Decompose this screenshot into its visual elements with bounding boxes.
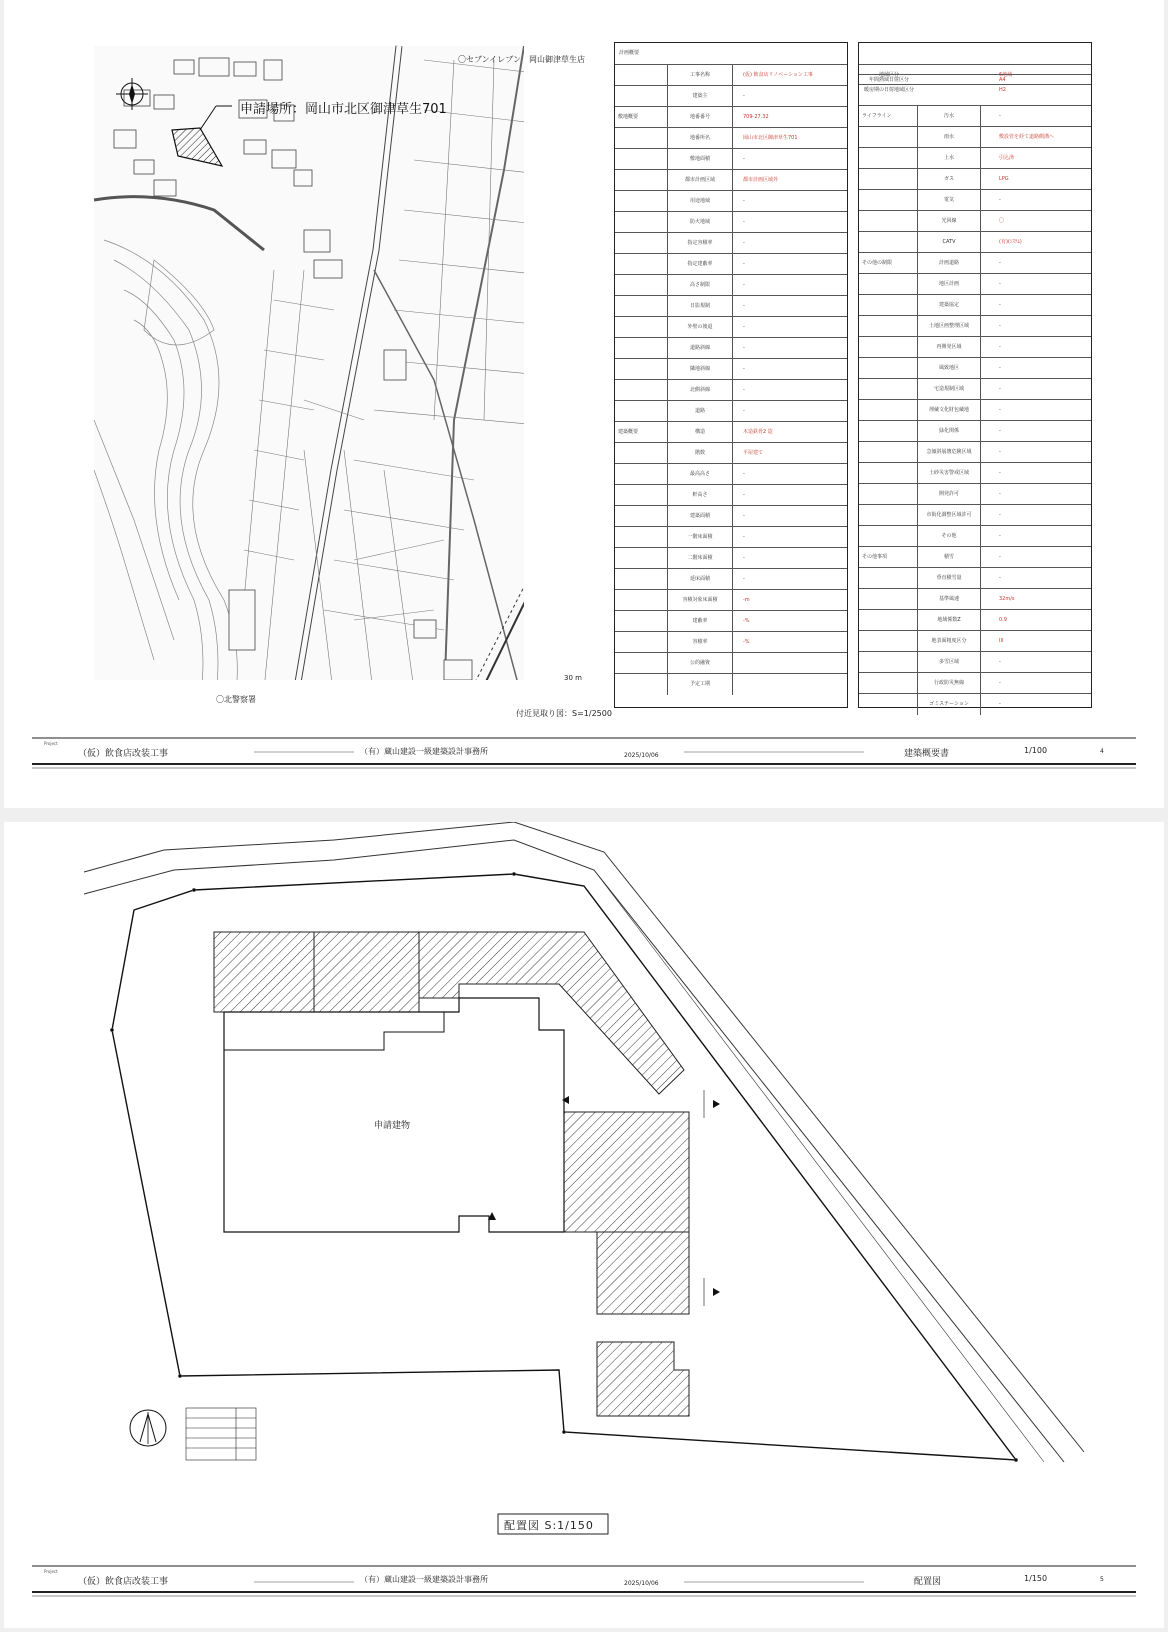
landmark-bottom: 〇北警察署 xyxy=(216,695,256,704)
row-section xyxy=(618,611,666,632)
row-label: 敷地面積 xyxy=(667,149,733,170)
site-callout: 申請場所：岡山市北区御津草生701 xyxy=(240,102,447,117)
tb-scale-2: 1/150 xyxy=(1024,1574,1048,1583)
row-value: - xyxy=(999,302,1001,308)
row-label: CATV xyxy=(917,232,981,253)
row-label: 多雪区域 xyxy=(917,652,981,673)
row-value: 0.9 xyxy=(999,617,1007,623)
table-row xyxy=(615,295,847,317)
row-label: 地表面粗度区分 xyxy=(917,631,981,652)
table-title: 計画概要 xyxy=(619,50,640,56)
row-value: 岡山市北区御津草生701 xyxy=(743,135,798,141)
row-section xyxy=(618,338,666,359)
row-value: A4 xyxy=(999,77,1006,83)
tb-project-name-2: （仮）飲食店改装工事 xyxy=(78,1577,169,1587)
row-value: 引込済 xyxy=(999,155,1015,161)
row-section xyxy=(618,65,666,86)
row-value: - xyxy=(999,260,1001,266)
row-section xyxy=(862,652,916,673)
row-section xyxy=(862,505,916,526)
table-row xyxy=(859,609,1091,631)
row-label: 再開発区域 xyxy=(917,337,981,358)
row-value: - xyxy=(743,261,745,267)
row-section xyxy=(862,631,916,652)
row-label: 用途地域 xyxy=(667,191,733,212)
tb-date: 2025/10/06 xyxy=(624,752,659,759)
row-value: (仮) 飲食店リノベーション工事 xyxy=(743,72,813,78)
row-value: 平屋建て xyxy=(743,450,764,456)
row-section: 建築概要 xyxy=(618,429,639,435)
row-section xyxy=(862,190,916,211)
table-row xyxy=(615,337,847,359)
tb-project-name: （仮）飲食店改装工事 xyxy=(78,749,169,759)
row-section xyxy=(618,254,666,275)
row-label: 地域区分 xyxy=(878,72,899,78)
row-section xyxy=(862,484,916,505)
row-label: 基準風速 xyxy=(917,589,981,610)
row-label: 北側斜線 xyxy=(667,380,733,401)
row-value xyxy=(743,674,843,695)
tb-scale: 1/100 xyxy=(1024,746,1048,755)
row-value: 32m/s xyxy=(999,596,1015,602)
row-section xyxy=(618,569,666,590)
table-row xyxy=(859,546,1091,568)
row-label: 隣地斜線 xyxy=(667,359,733,380)
tb-drawing-title: 建築概要書 xyxy=(904,749,950,759)
row-value: - xyxy=(999,365,1001,371)
table-row xyxy=(615,526,847,548)
row-label: 防火地域 xyxy=(667,212,733,233)
row-value: - xyxy=(743,198,745,204)
row-label: 宅造規制区域 xyxy=(917,379,981,400)
row-value: -% xyxy=(743,618,750,624)
row-label: 一階床面積 xyxy=(667,527,733,548)
row-section xyxy=(618,380,666,401)
row-value: - xyxy=(999,428,1001,434)
table-row xyxy=(859,441,1091,463)
row-label: ガス xyxy=(917,169,981,190)
table-row xyxy=(859,84,1091,95)
row-value: - xyxy=(999,575,1001,581)
table-row xyxy=(859,504,1091,526)
row-value: H2 xyxy=(999,87,1006,93)
row-label: 汚水 xyxy=(917,106,981,127)
table-row xyxy=(859,168,1091,190)
row-value: - xyxy=(999,281,1001,287)
row-value: - xyxy=(999,113,1001,119)
row-label: 高さ制限 xyxy=(667,275,733,296)
row-value: - xyxy=(743,387,745,393)
tb-office: （有）蔵山建設一級建築設計事務所 xyxy=(360,747,488,756)
row-value: -m xyxy=(743,597,750,603)
table-row xyxy=(615,379,847,401)
row-section xyxy=(618,674,666,695)
row-section xyxy=(618,212,666,233)
row-section: その他事項 xyxy=(862,554,888,560)
table-row xyxy=(615,274,847,296)
site-conditions-table xyxy=(858,42,1092,708)
map-caption: 付近見取り図：S=1/2500 xyxy=(516,709,612,718)
row-label: 延床面積 xyxy=(667,569,733,590)
table-row xyxy=(615,127,847,149)
row-section xyxy=(618,464,666,485)
row-section xyxy=(862,274,916,295)
row-section xyxy=(862,589,916,610)
dimension-arrow-icon xyxy=(713,1100,720,1108)
building-label: 申請建物 xyxy=(374,1121,411,1131)
row-label: 雨水 xyxy=(917,127,981,148)
row-section xyxy=(618,359,666,380)
row-value: - xyxy=(999,680,1001,686)
row-label: 公的融資 xyxy=(667,653,733,674)
row-value: - xyxy=(743,513,745,519)
row-label: 積雪 xyxy=(917,547,981,568)
row-label: 行政防災無線 xyxy=(917,673,981,694)
planning-summary-table xyxy=(614,42,848,708)
applicant-building xyxy=(224,998,564,1232)
row-label: 構造 xyxy=(667,422,733,443)
table-row xyxy=(615,610,847,632)
row-value: - xyxy=(999,386,1001,392)
row-label: 年間熱域日射区分 xyxy=(868,77,909,83)
table-row xyxy=(615,652,847,674)
row-value: -% xyxy=(743,639,750,645)
tb-project-caption-2: Project xyxy=(44,1569,58,1574)
row-label: 計画道路 xyxy=(917,253,981,274)
row-label: 上水 xyxy=(917,148,981,169)
row-value: III xyxy=(999,638,1004,644)
row-value: - xyxy=(743,282,745,288)
row-section xyxy=(618,191,666,212)
table-row xyxy=(615,232,847,254)
table-row xyxy=(859,420,1091,442)
row-section xyxy=(618,632,666,653)
row-section xyxy=(618,149,666,170)
row-value: - xyxy=(999,323,1001,329)
row-section xyxy=(862,673,916,694)
row-value: 709-27.32 xyxy=(743,114,769,120)
row-label: 暖房期の日射地域区分 xyxy=(863,87,914,93)
row-section xyxy=(862,232,916,253)
row-section xyxy=(862,421,916,442)
row-label: ゴミステーション xyxy=(917,694,981,715)
row-section xyxy=(618,317,666,338)
table-row xyxy=(859,126,1091,148)
row-label: 電気 xyxy=(917,190,981,211)
table-row xyxy=(859,672,1091,694)
dimension-arrow-icon-2 xyxy=(713,1288,720,1296)
area-table xyxy=(186,1408,256,1460)
row-section xyxy=(862,316,916,337)
row-section xyxy=(618,548,666,569)
row-label: 市街化調整区域許可 xyxy=(917,505,981,526)
table-row xyxy=(615,442,847,464)
row-section xyxy=(862,169,916,190)
row-section xyxy=(862,379,916,400)
row-section xyxy=(862,148,916,169)
row-label: 道路斜線 xyxy=(667,338,733,359)
row-value: - xyxy=(999,197,1001,203)
row-label: 風致地区 xyxy=(917,358,981,379)
row-section xyxy=(618,86,666,107)
table-row xyxy=(615,253,847,275)
table-row xyxy=(615,505,847,527)
plan-caption: 配置図 S:1/150 xyxy=(504,1519,594,1532)
table-row xyxy=(615,316,847,338)
row-label: 外壁の後退 xyxy=(667,317,733,338)
table-row xyxy=(859,336,1091,358)
row-section xyxy=(862,295,916,316)
row-label: 急傾斜崩壊危険区域 xyxy=(917,442,981,463)
row-label: 地域係数Z xyxy=(917,610,981,631)
row-label: 地区計画 xyxy=(917,274,981,295)
tb-drawing-title-2: 配置図 xyxy=(914,1577,942,1587)
row-section xyxy=(618,170,666,191)
row-section xyxy=(618,275,666,296)
row-value: 都市計画区域外 xyxy=(743,177,779,183)
row-label: 建築主 xyxy=(667,86,733,107)
row-value: - xyxy=(999,470,1001,476)
row-label: 予定工期 xyxy=(667,674,733,695)
row-value: 敷設管を経て道路側溝へ xyxy=(999,134,1055,140)
row-section xyxy=(618,128,666,149)
table-row xyxy=(615,211,847,233)
table-row xyxy=(859,231,1091,253)
table-row xyxy=(859,525,1091,547)
table-row xyxy=(859,147,1091,169)
row-value: LPG xyxy=(999,176,1009,182)
row-value: - xyxy=(743,471,745,477)
table-row xyxy=(615,106,847,128)
table-row xyxy=(859,588,1091,610)
row-value xyxy=(743,653,843,674)
row-label: 土地区画整理区域 xyxy=(917,316,981,337)
row-section xyxy=(862,127,916,148)
row-label: 道路 xyxy=(667,401,733,422)
table-row xyxy=(615,631,847,653)
table-row xyxy=(859,357,1091,379)
row-section xyxy=(618,653,666,674)
table-row xyxy=(859,273,1091,295)
tb-office-2: （有）蔵山建設一級建築設計事務所 xyxy=(360,1575,488,1584)
table-row xyxy=(859,189,1091,211)
row-value: - xyxy=(999,659,1001,665)
row-section xyxy=(862,337,916,358)
row-value: - xyxy=(743,492,745,498)
row-section: その他の制限 xyxy=(862,260,893,266)
row-value: - xyxy=(743,240,745,246)
tb-sheet-no-2: 5 xyxy=(1100,1576,1104,1583)
row-value: - xyxy=(999,533,1001,539)
sheet-building-summary xyxy=(4,0,1164,808)
table-row xyxy=(859,378,1091,400)
row-value: - xyxy=(999,701,1001,707)
table-row xyxy=(859,315,1091,337)
row-value: - xyxy=(743,303,745,309)
tb-project-caption: Project xyxy=(44,741,58,746)
tb-date-2: 2025/10/06 xyxy=(624,1580,659,1587)
table-row xyxy=(859,462,1091,484)
table-row xyxy=(859,651,1091,673)
row-section xyxy=(862,358,916,379)
row-section xyxy=(862,400,916,421)
row-section xyxy=(618,443,666,464)
table-row xyxy=(615,568,847,590)
row-value: - xyxy=(999,407,1001,413)
table-row xyxy=(615,169,847,191)
row-value: - xyxy=(999,449,1001,455)
landmark-top: 〇セブンイレブン 岡山御津草生店 xyxy=(458,55,585,64)
row-label: 建築協定 xyxy=(917,295,981,316)
row-value: - xyxy=(743,366,745,372)
row-value: - xyxy=(743,219,745,225)
row-label: 土砂災害警戒区域 xyxy=(917,463,981,484)
row-value: - xyxy=(743,555,745,561)
row-label: 埋蔵文化財包蔵地 xyxy=(917,400,981,421)
row-label: 建蔽率 xyxy=(667,611,733,632)
table-row xyxy=(615,421,847,443)
row-label: 地番所名 xyxy=(667,128,733,149)
sheet-site-plan xyxy=(4,822,1164,1628)
table-row xyxy=(859,567,1091,589)
table-row xyxy=(615,400,847,422)
row-value: - xyxy=(999,554,1001,560)
table-row xyxy=(615,484,847,506)
row-label: 都市計画区域 xyxy=(667,170,733,191)
table-row xyxy=(859,210,1091,232)
row-value: - xyxy=(743,408,745,414)
row-section xyxy=(862,568,916,589)
table-row xyxy=(615,589,847,611)
row-label: 地番番号 xyxy=(667,107,733,128)
table-row xyxy=(859,294,1091,316)
row-label: 垂直積雪量 xyxy=(917,568,981,589)
row-label: 容積率 xyxy=(667,632,733,653)
table-row xyxy=(615,85,847,107)
row-value: - xyxy=(999,512,1001,518)
row-value: - xyxy=(999,344,1001,350)
table-row xyxy=(615,190,847,212)
row-label: その他 xyxy=(917,526,981,547)
row-label: 指定建蔽率 xyxy=(667,254,733,275)
row-label: 建築面積 xyxy=(667,506,733,527)
row-section xyxy=(618,506,666,527)
row-section xyxy=(862,694,916,715)
row-value: 〇 xyxy=(999,218,1005,224)
row-section xyxy=(862,442,916,463)
row-label: 軒高さ xyxy=(667,485,733,506)
row-label: 日影規制 xyxy=(667,296,733,317)
table-row xyxy=(615,64,847,86)
table-row xyxy=(615,358,847,380)
row-section xyxy=(862,211,916,232)
row-value: 6地域 xyxy=(999,72,1013,78)
row-section xyxy=(618,485,666,506)
north-arrow-icon xyxy=(130,1410,166,1446)
table-row xyxy=(615,547,847,569)
table-row xyxy=(859,630,1091,652)
row-value: (有)(ｼｽﾃﾑ) xyxy=(999,239,1022,245)
scale-bar-label: 30 m xyxy=(564,674,582,682)
row-label: 開発許可 xyxy=(917,484,981,505)
row-section: ライフライン xyxy=(862,113,892,119)
table-row xyxy=(615,148,847,170)
table-row xyxy=(859,252,1091,274)
row-section xyxy=(862,463,916,484)
row-section xyxy=(618,401,666,422)
table-row xyxy=(859,399,1091,421)
tb-sheet-no: 4 xyxy=(1100,748,1104,755)
row-value: - xyxy=(743,345,745,351)
site-plan xyxy=(4,822,1164,1628)
row-label: 工事名称 xyxy=(667,65,733,86)
row-label: 容積対象床面積 xyxy=(667,590,733,611)
row-label: 光回線 xyxy=(917,211,981,232)
row-value: - xyxy=(743,93,745,99)
row-label: 最高高さ xyxy=(667,464,733,485)
table-row xyxy=(859,105,1091,127)
row-value: - xyxy=(743,534,745,540)
table-row xyxy=(615,673,847,695)
row-section xyxy=(862,610,916,631)
row-label: 二階床面積 xyxy=(667,548,733,569)
row-section xyxy=(862,526,916,547)
row-section: 敷地概要 xyxy=(618,114,639,120)
row-section xyxy=(618,527,666,548)
row-section xyxy=(618,590,666,611)
row-label: 階数 xyxy=(667,443,733,464)
row-value: - xyxy=(743,156,745,162)
table-row xyxy=(859,693,1091,715)
row-label: 緑化関係 xyxy=(917,421,981,442)
row-label: 指定容積率 xyxy=(667,233,733,254)
table-row xyxy=(615,463,847,485)
row-value: - xyxy=(743,576,745,582)
row-value: - xyxy=(743,324,745,330)
row-section xyxy=(618,296,666,317)
row-section xyxy=(618,233,666,254)
table-row xyxy=(859,483,1091,505)
row-value: - xyxy=(999,491,1001,497)
row-value: 木造鉄骨2 造 xyxy=(743,429,773,435)
